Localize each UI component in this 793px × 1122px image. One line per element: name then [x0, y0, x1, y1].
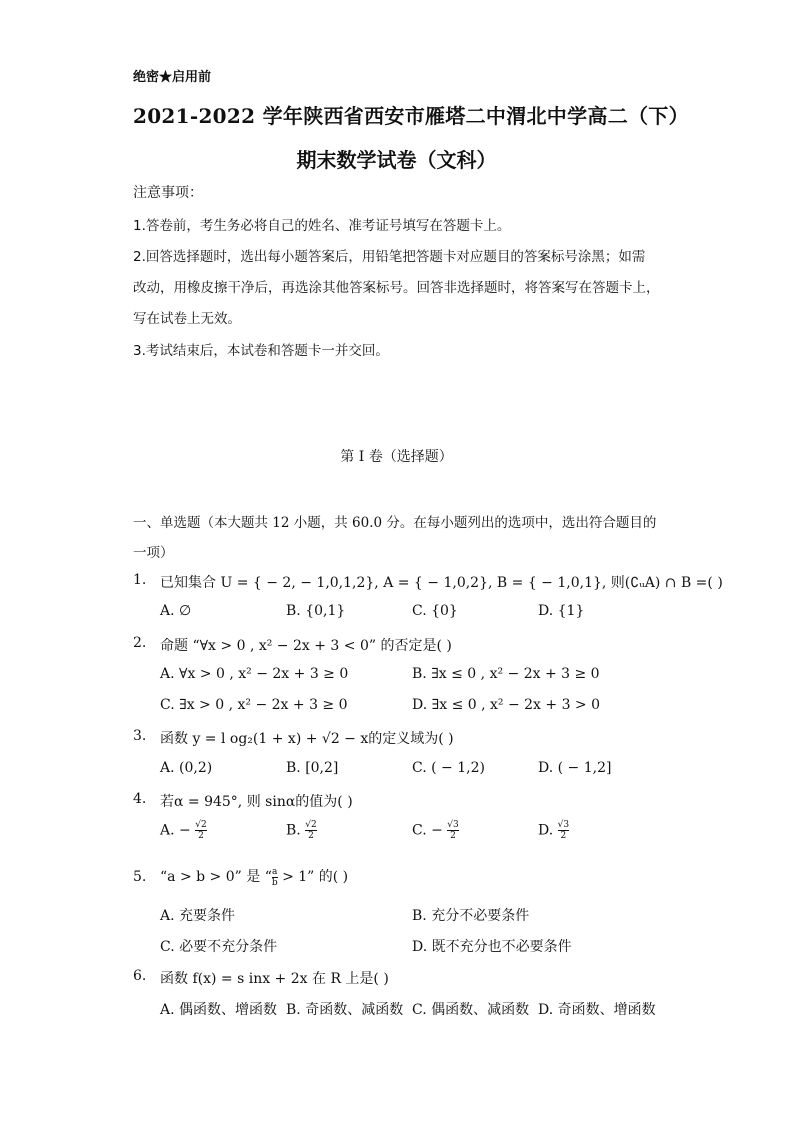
q1-option-b: B. {0,1} [286, 603, 346, 619]
fraction-denominator: 2 [308, 831, 314, 841]
q1-option-d: D. {1} [538, 603, 585, 619]
notice-item-3: 3.考试结束后，本试卷和答题卡一并交回。 [133, 343, 389, 359]
fraction [195, 820, 206, 841]
question-number: 2. [133, 635, 147, 651]
notice-item-2-line2: 改动，用橡皮擦干净后，再选涂其他答案标号。回答非选择题时，将答案写在答题卡上， [133, 280, 660, 296]
question-5-text [160, 866, 348, 888]
q3-option-c: C. ( − 1,2) [412, 760, 485, 776]
question-number: 5. [133, 869, 147, 885]
q1-option-a: A. ∅ [160, 603, 192, 619]
question-5-text-pre: “a > b > 0” 是 “ [160, 869, 272, 885]
fraction [305, 820, 316, 841]
question-5-text-post: > 1” 的( ) [277, 869, 349, 885]
notice-item-2-line1: 2.回答选择题时，选出每小题答案后，用铅笔把答题卡对应题目的答案标号涂黑；如需 [133, 249, 646, 265]
q5-option-c: C. 必要不充分条件 [160, 939, 278, 955]
option-label: A. − [160, 822, 191, 839]
part-heading-line1: 一、单选题（本大题共 12 小题，共 60.0 分。在每小题列出的选项中，选出符合题目的 [133, 515, 657, 531]
exam-title-line1: 2021-2022 学年陕西省西安市雁塔二中渭北中学高二（下） [133, 104, 689, 128]
fraction-denominator: b [271, 877, 278, 888]
fraction-numerator: √2 [305, 820, 317, 830]
question-3-text: 函数 y = l og₂(1 + x) + √2 − x的定义域为( ) [160, 731, 454, 747]
q2-option-b: B. ∃x ≤ 0 , x² − 2x + 3 ≥ 0 [412, 666, 600, 682]
question-number: 6. [133, 968, 147, 984]
q2-option-d: D. ∃x ≤ 0 , x² − 2x + 3 > 0 [412, 697, 601, 713]
notice-item-1: 1.答卷前，考生务必将自己的姓名、准考证号填写在答题卡上。 [133, 218, 511, 234]
fraction-denominator: 2 [450, 831, 456, 841]
q3-option-a: A. (0,2) [160, 760, 213, 776]
option-label: C. − [412, 822, 443, 839]
q4-option-a [160, 820, 207, 841]
fraction-numerator: √3 [557, 820, 570, 830]
q3-option-d: D. ( − 1,2] [538, 760, 612, 776]
question-1-text: 已知集合 U = { − 2, − 1,0,1,2}, A = { − 1,0,2}, B = { − 1,0,1}, 则(∁ᵤA) ∩ B =( ) [160, 575, 723, 591]
q6-option-b: B. 奇函数、减函数 [286, 1002, 404, 1018]
fraction [558, 820, 569, 841]
notice-item-2-line3: 写在试卷上无效。 [133, 311, 241, 327]
question-number: 4. [133, 791, 147, 807]
q5-option-a: A. 充要条件 [160, 908, 236, 924]
question-6-text: 函数 f(x) = s inx + 2x 在 R 上是( ) [160, 971, 389, 987]
q5-option-b: B. 充分不必要条件 [412, 908, 530, 924]
confidential-label: 绝密★启用前 [133, 70, 212, 85]
option-label: B. [286, 822, 301, 839]
q6-option-d: D. 奇函数、增函数 [538, 1002, 656, 1018]
q4-option-c [412, 820, 459, 841]
notice-heading: 注意事项： [133, 185, 203, 201]
option-label: D. [538, 822, 554, 839]
question-number: 3. [133, 728, 147, 744]
q4-option-d [538, 820, 569, 841]
question-4-text: 若α = 945°, 则 sinα的值为( ) [160, 794, 353, 810]
exam-title-line2: 期末数学试卷（文科） [296, 148, 497, 172]
q2-option-c: C. ∃x > 0 , x² − 2x + 3 ≥ 0 [160, 697, 348, 713]
question-number: 1. [133, 572, 147, 588]
q4-option-b [286, 820, 317, 841]
q3-option-b: B. [0,2] [286, 760, 339, 776]
fraction-numerator: √3 [447, 820, 459, 830]
section-title: 第 I 卷（选择题） [340, 449, 453, 465]
fraction-denominator: 2 [198, 831, 204, 841]
question-2-text: 命题 “∀x > 0 , x² − 2x + 3 < 0” 的否定是( ) [160, 638, 452, 654]
q2-option-a: A. ∀x > 0 , x² − 2x + 3 ≥ 0 [160, 666, 349, 682]
fraction-denominator: 2 [560, 831, 567, 841]
fraction-numerator: √2 [195, 820, 207, 830]
part-heading-line2: 一项） [133, 545, 174, 561]
q5-option-d: D. 既不充分也不必要条件 [412, 939, 572, 955]
q1-option-c: C. {0} [412, 603, 458, 619]
fraction-numerator: a [272, 866, 278, 877]
q6-option-c: C. 偶函数、减函数 [412, 1002, 530, 1018]
fraction [447, 820, 458, 841]
q6-option-a: A. 偶函数、增函数 [160, 1002, 278, 1018]
